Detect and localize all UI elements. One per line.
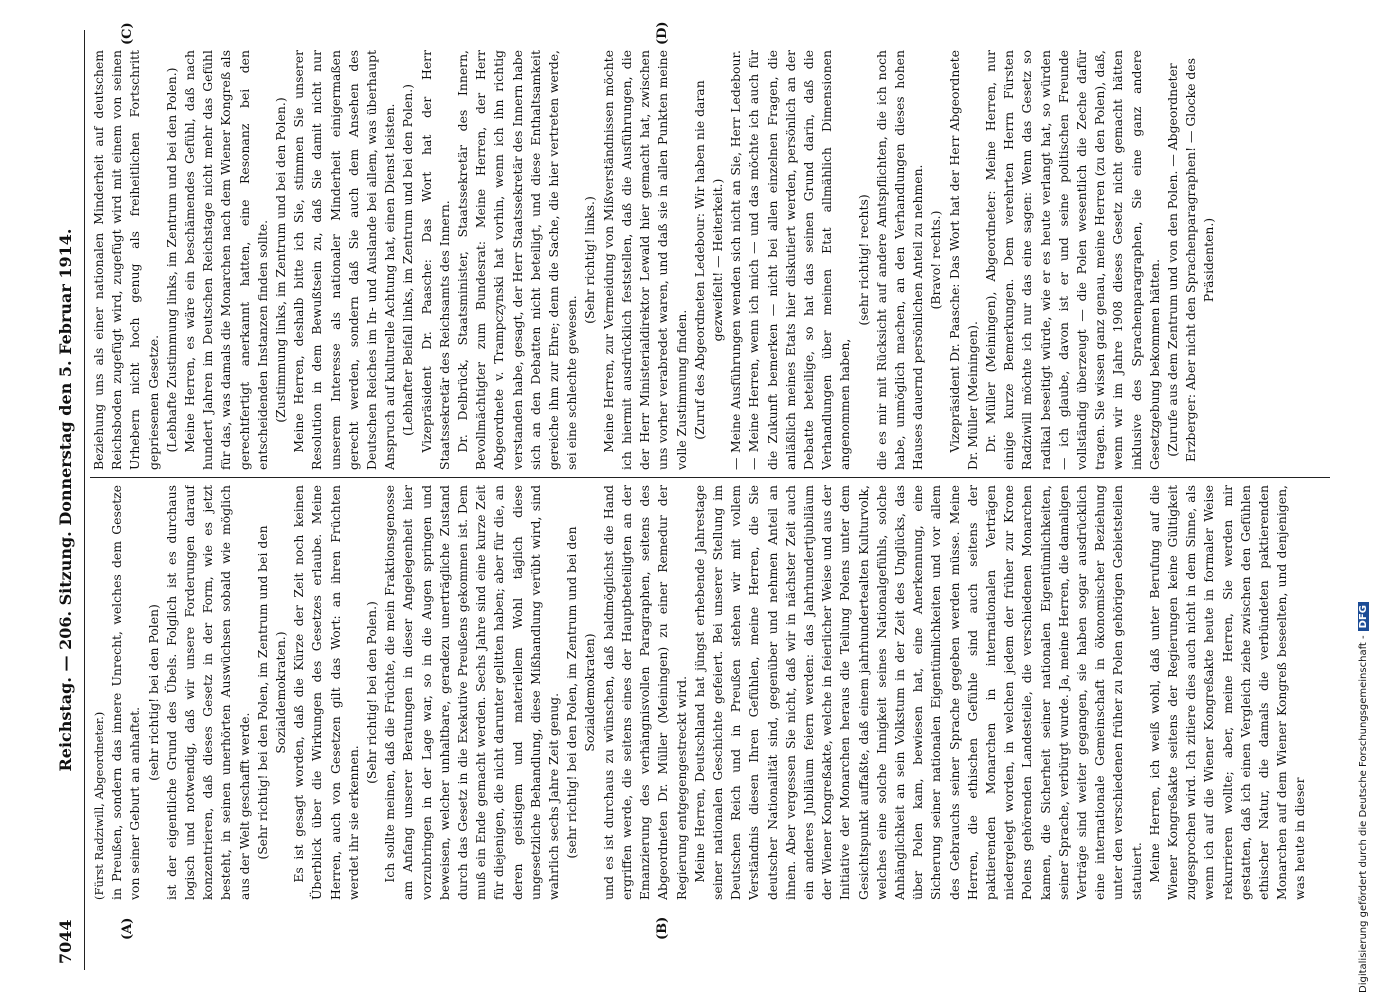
margin-marker-a: (A) (120, 917, 135, 940)
paragraph: in Preußen, sondern das innere Unrecht, welches dem Gesetze von seiner Geburt an anhaftet. (109, 485, 143, 900)
interjection: (Sehr richtig! links.) (582, 196, 598, 324)
paragraph: — Meine Ausführungen wenden sich nicht an Sie, Herr Ledebour. — Meine Herren, wenn ich mich — und das möchte ich auch für die Zukunft bemerken — nicht bei allen einzelnen Fragen, die anläßlich meines Etats hier diskutiert werden, persönlich an der Debatte beteilige, so hat das seinen Grund darin, daß die Verhandlungen über meinen Etat allmählich Dimensionen angenommen haben, (728, 50, 853, 470)
paragraph: Vizepräsident Dr. Paasche: Das Wort hat der Herr Abgeordnete Dr. Müller (Meiningen). (946, 50, 980, 470)
digitization-credit (1356, 8, 1378, 993)
interjection: (Sehr richtig! bei den Polen.) (364, 601, 380, 784)
margin-marker-d: (D) (655, 21, 670, 45)
left-text-column (90, 485, 1330, 900)
credit-text: Digitalisierung gefördert durch die Deutsche Forschungsgemeinschaft - (1358, 635, 1369, 993)
paragraph: Dr. Delbrück, Staatsminister, Staatssekretär des Innern, Bevollmächtigter zum Bundesrat: Meine Herren, der Herr Abgeordnete v. Trampczynski hat vorhin, wenn ich ihn richtig verstanden habe, gesagt, der Herr Staatssekretär des Innern habe sich an den Debatten nicht beteiligt, und diese Enthaltsamkeit gereiche ihm zur Ehre; denn die Sache, die hier vertreten werde, sei eine schlechte gewesen. (455, 50, 580, 470)
credit-text-block (1358, 8, 1369, 993)
speaker-tag: (Fürst Radziwill, Abgeordneter.) (92, 711, 106, 900)
paragraph: Ich sollte meinen, daß die Früchte, die mein Fraktionsgenosse am Anfang unserer Beratungen in dieser Angelegenheit hier vorzubringen in der Lage war, so in die Augen springen und beweisen, welcher unhaltbare, geradezu unerträgliche Zustand durch das Gesetz in die Exekutive Preußens gekommen ist. Dem muß ein Ende gemacht werden. Sechs Jahre sind eine kurze Zeit für diejenigen, die nicht darunter gelitten haben; aber für die, an deren geistigem und materiellem Wohl täglich diese ungesetzliche Behandlung, diese Mißhandlung verübt wird, sind wahrlich sechs Jahre Zeit genug. (382, 485, 562, 900)
interjection: (Zuruf des Abgeordneten Ledebour: Wir haben nie daran gezweifelt! — Heiterkeit.) (691, 80, 725, 440)
page-header (50, 0, 84, 1000)
interjection: (Zustimmung links, im Zentrum und bei den Polen.) (273, 97, 289, 423)
interjection: (sehr richtig! bei den Polen) (145, 604, 161, 781)
paragraph: die es mir mit Rücksicht auf andere Amtspflichten, die ich noch habe, unmöglich machen, an den Verhandlungen dieses hohen Hauses dauernd persönlichen Anteil zu nehmen. (873, 50, 926, 470)
paragraph: Meine Herren, Deutschland hat jüngst erhebende Jahrestage seiner nationalen Geschichte gefeiert. Bei unserer Stellung im Deutschen Reich und in Preußen stehen wir mit vollem Verständnis diesen Ihren Gefühlen, meine Herren, die Sie deutscher Nationalität sind, gegenüber und nehmen Anteil an ihnen. Aber vergessen Sie nicht, daß wir in nächster Zeit auch ein anderes Jubiläum feiern werden: das Jahrhundertjubiläum der Wiener Kongreßakte, welche in feierlicher Weise und aus der Initiative der Monarchen heraus die Teilung Polens unter dem Gesichtspunkt auffaßte, daß einem jahrhundertealten Kulturvolk, welches eine solche Innigkeit seines Nationalgefühls, solche Anhänglichkeit an sein Volkstum in der Zeit des Unglücks, das über Polen kam, bewiesen hat, eine Anerkennung, eine Sicherung seiner nationalen Eigentümlichkeiten und vor allem des Gebrauchs seiner Sprache gegeben werden müsse. Meine Herren, die ethischen Gefühle sind auch seitens der paktierenden Monarchen in internationalen Verträgen niedergelegt worden, in welchen jedem der früher zur Krone Polens gehörenden Landesteile, die verschiedenen Monarchen kamen, die Sicherheit seiner nationalen Eigentümlichkeiten, seiner Sprache, verbürgt wurde. Ja, meine Herren, die damaligen Verträge sind weiter gegangen, sie haben sogar ausdrücklich eine internationale Gemeinschaft in ökonomischer Beziehung unter den verschiedenen früher zu Polen gehörigen Gebietsteilen statuiert. (691, 485, 1144, 900)
dfg-logo: DFG (1358, 602, 1369, 631)
interjection: (sehr richtig! rechts) (855, 194, 871, 326)
interjection: (Bravo! rechts.) (928, 210, 944, 310)
margin-marker-b: (B) (655, 916, 670, 940)
paragraph: Meine Herren, zur Vermeidung von Mißverständnissen möchte ich hiermit ausdrücklich feststellen, daß die Ausführungen, die der Herr Ministerialdirektor Lewald hier gemacht hat, zwischen uns vorher verabredet waren, und daß sie in allen Punkten meine volle Zustimmung finden. (600, 50, 689, 470)
paragraph: Dr. Müller (Meiningen), Abgeordneter: Meine Herren, nur einige kurze Bemerkungen. Dem verehrten Herrn Fürsten Radziwill möchte ich nur das eine sagen: Wenn das Gesetz so radikal beseitigt würde, wie er es heute verlangt hat, so würden — ich glaube, davon ist er und seine politischen Freunde vollständig überzeugt — die Polen wesentlich die Zeche dafür tragen. Sie wissen ganz genau, meine Herren (zu den Polen), daß, wenn wir im Jahre 1908 dieses Gesetz nicht gemacht hätten inklusive des Sprachenparagraphen, Sie eine ganz andere Gesetzgebung bekommen hätten. (982, 50, 1162, 470)
interjection: (Sehr richtig! bei den Polen, im Zentrum und bei den Sozialdemokraten.) (254, 525, 289, 860)
interjection: (sehr richtig! bei den Polen, im Zentrum und bei den Sozialdemokraten) (564, 526, 598, 859)
interjection: (Lebhafte Zustimmung links, im Zentrum und bei den Polen.) (163, 67, 179, 453)
paragraph: Meine Herren, ich weiß wohl, daß unter Berufung auf die Wiener Kongreßakte seitens der Regierungen keine Gültigkeit zugesprochen wird. Ich zitiere dies auch nicht in dem Sinne, als wenn ich auf die Wiener Kongreßakte heute in formaler Weise rekurrieren wollte; aber, meine Herren, Sie werden mir gestatten, daß ich einen Vergleich ziehe zwischen den Gefühlen ethischer Natur, die damals die verbündeten paktierenden Monarchen auf dem Wiener Kongreß beseelten, und denjenigen, was heute in dieser (1146, 485, 1308, 900)
paragraph: und es ist durchaus zu wünschen, daß baldmöglichst die Hand ergriffen werde, die seitens eines der Hauptbeteiligten an der Emanzierung des verhängnisvollen Paragraphen, seitens des Abgeordneten Dr. Müller (Meiningen) zu einer Remedur der Regierung entgegengestreckt wird. (600, 485, 689, 900)
paragraph: Meine Herren, deshalb bitte ich Sie, stimmen Sie unserer Resolution in dem Bewußtsein zu, daß Sie damit nicht nur unserem Interesse als nationaler Minderheit einigermaßen gerecht werden, sondern daß Sie auch dem Ansehen des Deutschen Reiches im In- und Auslande bei allem, was überhaupt Anspruch auf kulturelle Achtung hat, einen Dienst leisten. (291, 50, 398, 470)
paragraph: Beziehung uns als einer nationalen Minderheit auf deutschem Reichsboden zugefügt wird, zugefügt wird mit einem von seinen Urhebern nicht hoch genug als freiheitlichen Fortschritt gepriesenen Gesetze. (91, 50, 161, 470)
column-divider (90, 477, 1330, 478)
page-number: 7044 (56, 919, 75, 964)
paragraph: ist der eigentliche Grund des Übels. Folglich ist es durchaus logisch und notwendig, daß wir unsere Forderungen darauf konzentrieren, daß dieses Gesetz in der Form, wie es jetzt besteht, in seinen unerhörten Auswüchsen sobald wie möglich aus der Welt geschafft werde. (163, 485, 252, 900)
margin-marker-c: (C) (120, 22, 135, 45)
interjection: (Zurufe aus dem Zentrum und von den Polen. — Abgeordneter Erzberger: Aber nicht den Sprachenparagraphen! — Glocke des Präsidenten.) (1164, 58, 1217, 462)
page-title: Reichstag. — 206. Sitzung. Donnerstag den 5. Februar 1914. (56, 228, 75, 772)
paragraph: Vizepräsident Dr. Paasche: Das Wort hat der Herr Staatssekretär des Reichsamts des Innern. (418, 50, 452, 470)
paragraph: Es ist gesagt worden, daß die Kürze der Zeit noch keinen Überblick über die Wirkungen des Gesetzes erlaube. Meine Herren, auch von Gesetzen gilt das Wort: an ihren Früchten werdet ihr sie erkennen. (291, 485, 361, 900)
header-rule (84, 30, 85, 970)
rotated-document-page (20, 0, 1345, 1000)
interjection: (Lebhafter Beifall links, im Zentrum und bei den Polen.) (400, 84, 416, 437)
right-text-column (90, 50, 1330, 470)
paragraph: Meine Herren, es wäre ein beschämendes Gefühl, daß nach hundert Jahren im Deutschen Reichstage nicht mehr das Gefühl für das, was damals die Monarchen nach dem Wiener Kongreß als gerechtfertigt anerkannt hatten, eine Resonanz bei den entscheidenden Instanzen finden sollte. (182, 50, 270, 470)
